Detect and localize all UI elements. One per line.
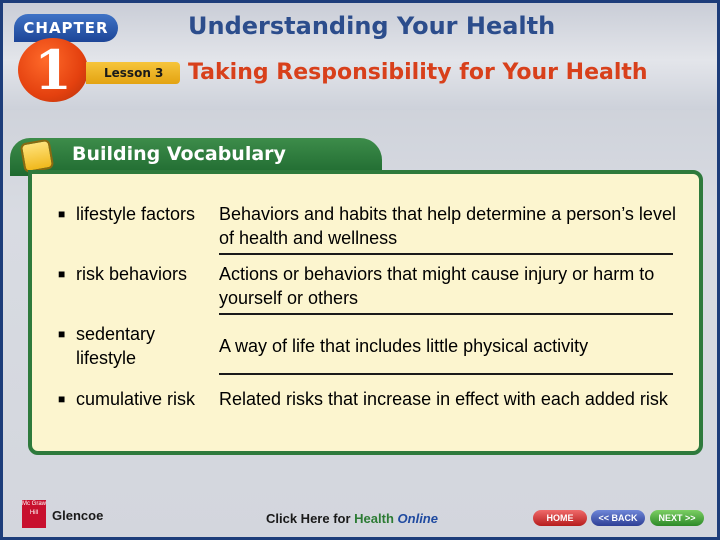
vocab-definition: Behaviors and habits that help determine a person’s level of health and wellness — [219, 204, 676, 248]
divider — [219, 313, 673, 315]
book-icon — [20, 139, 55, 174]
vocab-term: ■ lifestyle factors — [58, 204, 196, 224]
next-button[interactable]: NEXT >> — [650, 510, 704, 526]
divider — [219, 373, 673, 375]
page-subtitle: Taking Responsibility for Your Health — [188, 60, 648, 85]
divider — [219, 253, 673, 255]
vocab-term: ■ cumulative risk — [58, 389, 196, 409]
vocab-term: ■ risk behaviors — [58, 264, 188, 284]
back-button[interactable]: << BACK — [591, 510, 645, 526]
mcgraw-hill-logo: Mc Graw Hill — [22, 500, 46, 528]
chapter-tab: CHAPTER — [14, 14, 118, 42]
lesson-label: Lesson 3 — [86, 62, 180, 84]
section-label: Building Vocabulary — [72, 143, 286, 165]
vocab-panel — [28, 170, 703, 455]
vocab-definition: A way of life that includes little physical activity — [219, 336, 589, 356]
vocab-definition: Actions or behaviors that might cause injury or harm to yourself or others — [219, 264, 655, 308]
vocab-definition: Related risks that increase in effect with each added risk — [219, 389, 668, 409]
chapter-number: 1 — [18, 38, 88, 102]
vocab-term: ■ sedentary lifestyle — [58, 324, 156, 368]
publisher-name: Glencoe — [52, 508, 104, 523]
health-online-link[interactable]: Click Here for Health Online — [266, 511, 438, 526]
home-button[interactable]: HOME — [533, 510, 587, 526]
page-title: Understanding Your Health — [188, 12, 556, 40]
